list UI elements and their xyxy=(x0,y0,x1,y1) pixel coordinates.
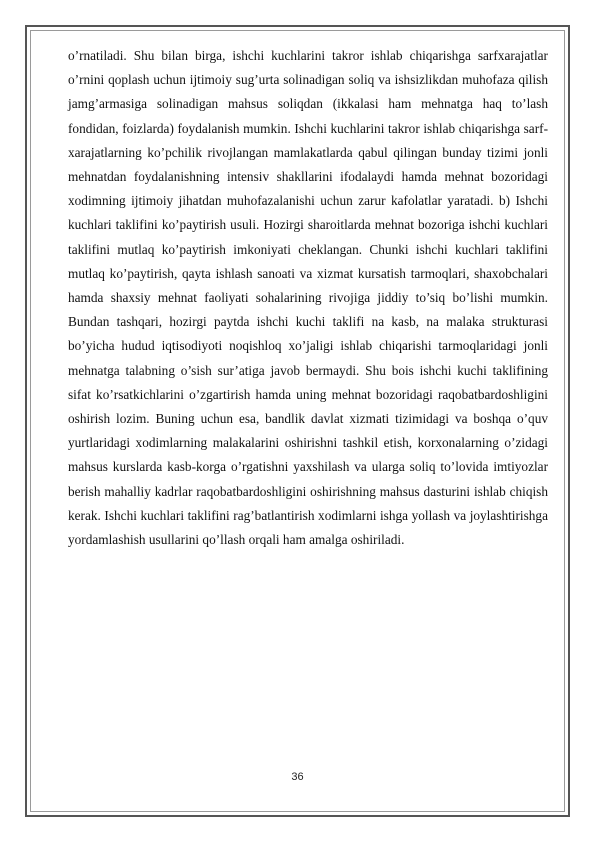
body-paragraph: o’rnatiladi. Shu bilan birga, ishchi kuchlarini takror ishlab chiqarishga sarfxarajatlar o’rnini qoplash uchun ijtimoiy sug’urta solinadigan soliq va ishsizlikdan muhofaza qilish jamg’armasiga solinadigan mahsus soliqdan (ikkalasi ham mehnatga haq to’lash fondidan, foizlarda) foydalanish mumkin. Ishchi kuchlarini takror ishlab chiqarishga sarf- xarajatlarning ko’pchilik rivojlangan mamlakatlarda qabul qilingan bunday tizimi jonli mehnatdan foydalanishning intensiv shakllarini ifodalaydi hamda mehnat bozoridagi xodimning ijtimoiy jihatdan muhofazalanishi uchun zarur kafolatlar yaratadi. b) Ishchi kuchlari taklifini ko’paytirish usuli. Hozirgi sharoitlarda mehnat bozoriga ishchi kuchlari taklifini mutlaq ko’paytirish imkoniyati cheklangan. Chunki ishchi kuchlari taklifini mutlaq ko’paytirish, qayta ishlash sanoati va xizmat kursatish tarmoqlari, shaxobchalari hamda shaxsiy mehnat faoliyati sohalarining rivojiga jiddiy to’siq bo’lishi mumkin. Bundan tashqari, hozirgi paytda ishchi kuchi taklifi na kasb, na malaka strukturasi bo’yicha hudud iqtisodiyoti noqishloq xo’jaligi ishlab chiqarishi tarmoqlaridagi jonli mehnatga talabning o’sish sur’atiga javob bermaydi. Shu bois ishchi kuchi taklifining sifat ko’rsatkichlarini o’zgartirish hamda uning mehnat bozoridagi raqobatbardoshligini oshirish lozim. Buning uchun esa, bandlik davlat xizmati tizimidagi va boshqa o’quv yurtlaridagi xodimlarning malakalarini oshirishni tashkil etish, korxonalarning o’zidagi mahsus kurslarda kasb-korga o’rgatishni yaxshilash va ularga soliq to’lovida imtiyozlar berish mahalliy kadrlar raqobatbardoshligini oshirishning mahsus dasturini ishlab chiqish kerak. Ishchi kuchlari taklifini rag’batlantirish xodimlarni ishga yollash va joylashtirishga yordamlashish usullarini qo’llash orqali ham amalga oshiriladi. xyxy=(68,48,548,548)
page-number: 36 xyxy=(291,771,304,783)
